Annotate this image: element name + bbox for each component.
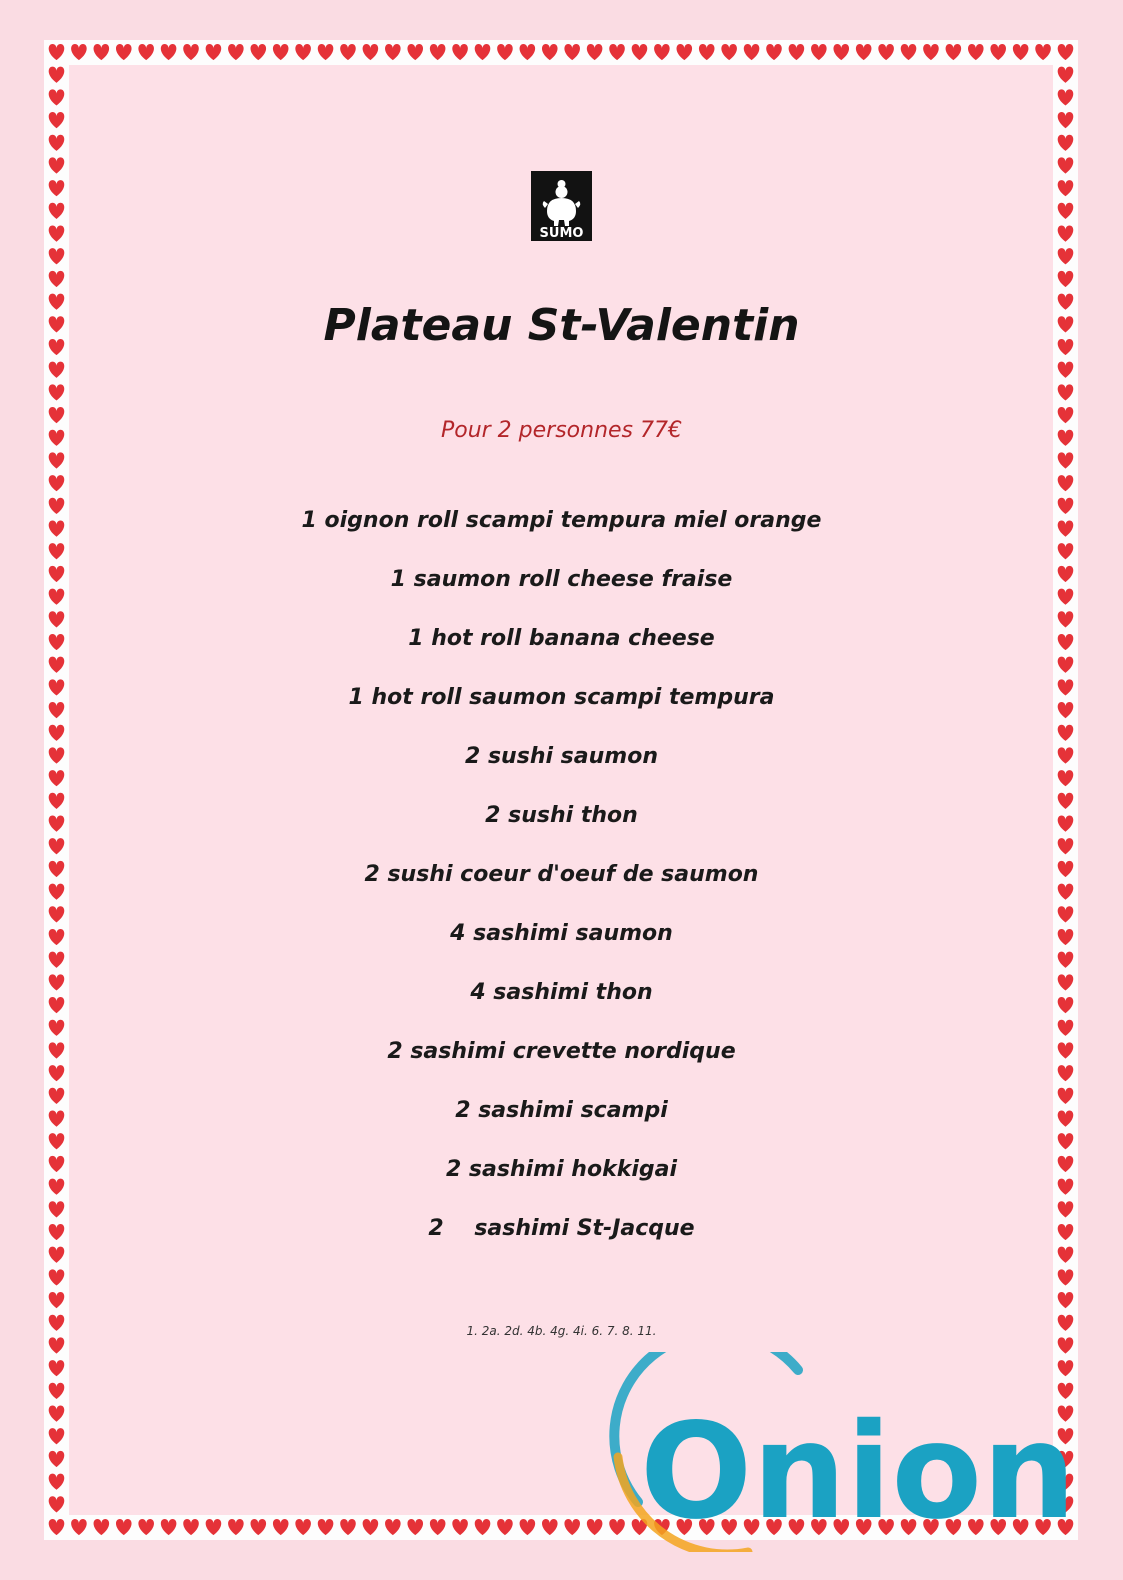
heart-icon: [161, 1519, 177, 1535]
heart-icon: [49, 248, 65, 264]
heart-icon: [49, 271, 65, 287]
heart-icon: [94, 44, 110, 60]
onion-watermark-logo: [598, 1352, 1118, 1552]
heart-icon: [587, 44, 603, 60]
heart-icon: [1058, 44, 1074, 60]
heart-icon: [138, 1519, 154, 1535]
heart-icon: [430, 1519, 446, 1535]
watermark-text: Onion: [640, 1395, 1077, 1549]
heart-icon: [520, 44, 536, 60]
heart-icon: [71, 44, 87, 60]
heart-icon: [49, 452, 65, 468]
heart-icon: [1058, 112, 1074, 128]
heart-icon: [49, 362, 65, 378]
menu-price-subtitle: Pour 2 personnes 77€: [440, 418, 683, 443]
heart-icon: [1035, 44, 1051, 60]
heart-icon: [49, 1428, 65, 1444]
heart-icon: [228, 1519, 244, 1535]
heart-icon: [295, 1519, 311, 1535]
heart-icon: [49, 475, 65, 491]
heart-icon: [789, 44, 805, 60]
heart-icon: [1058, 271, 1074, 287]
heart-icon: [49, 384, 65, 400]
menu-item: 2 sushi thon: [485, 803, 638, 828]
heart-icon: [340, 1519, 356, 1535]
heart-icon: [49, 1405, 65, 1421]
heart-icon: [744, 44, 760, 60]
heart-icon: [699, 44, 715, 60]
heart-icon: [564, 44, 580, 60]
heart-icon: [677, 44, 693, 60]
heart-icon: [318, 1519, 334, 1535]
heart-icon: [273, 1519, 289, 1535]
heart-icon: [49, 1451, 65, 1467]
heart-icon: [206, 44, 222, 60]
heart-icon: [542, 1519, 558, 1535]
heart-icon: [1058, 203, 1074, 219]
menu-item: 4 sashimi saumon: [450, 921, 673, 946]
heart-icon: [901, 44, 917, 60]
heart-icon: [407, 1519, 423, 1535]
heart-icon: [49, 135, 65, 151]
heart-icon: [49, 1474, 65, 1490]
heart-icon: [1058, 384, 1074, 400]
heart-icon: [856, 44, 872, 60]
heart-icon: [497, 1519, 513, 1535]
heart-icon: [520, 1519, 536, 1535]
heart-icon: [1058, 248, 1074, 264]
heart-icon: [49, 44, 65, 60]
heart-icon: [1013, 44, 1029, 60]
menu-title: Plateau St-Valentin: [323, 300, 800, 351]
menu-item: 2 sashimi scampi: [455, 1098, 668, 1123]
heart-icon: [1058, 157, 1074, 173]
heart-icon: [363, 1519, 379, 1535]
menu-item-list: [0, 508, 1123, 1275]
menu-item: 2 sashimi St-Jacque: [428, 1216, 695, 1241]
heart-icon: [721, 44, 737, 60]
heart-icon: [475, 1519, 491, 1535]
heart-icon: [430, 44, 446, 60]
heart-icon: [1058, 1292, 1074, 1308]
heart-icon: [295, 44, 311, 60]
menu-item: 1 oignon roll scampi tempura miel orange: [301, 508, 822, 533]
heart-icon: [49, 67, 65, 83]
heart-icon: [273, 44, 289, 60]
heart-icon: [251, 1519, 267, 1535]
heart-icon: [49, 1496, 65, 1512]
heart-icon: [497, 44, 513, 60]
heart-icon: [49, 1519, 65, 1535]
heart-icon: [1058, 89, 1074, 105]
sumo-wrestler-icon: [531, 171, 592, 241]
heart-icon: [811, 44, 827, 60]
heart-icon: [1058, 135, 1074, 151]
heart-icon: [318, 44, 334, 60]
heart-icon: [363, 44, 379, 60]
heart-icon: [385, 1519, 401, 1535]
heart-icon: [71, 1519, 87, 1535]
sumo-logo: [531, 171, 592, 241]
heart-icon: [94, 1519, 110, 1535]
menu-item: 1 hot roll saumon scampi tempura: [348, 685, 775, 710]
heart-icon: [49, 180, 65, 196]
heart-icon: [1058, 475, 1074, 491]
heart-icon: [49, 112, 65, 128]
heart-icon: [116, 1519, 132, 1535]
heart-icon: [228, 44, 244, 60]
heart-icon: [49, 1337, 65, 1353]
heart-icon: [116, 44, 132, 60]
heart-icon: [385, 44, 401, 60]
heart-icon: [564, 1519, 580, 1535]
heart-icon: [49, 1383, 65, 1399]
heart-icon: [946, 44, 962, 60]
heart-icon: [1058, 225, 1074, 241]
menu-item: 2 sashimi hokkigai: [445, 1157, 678, 1182]
menu-item: 4 sashimi thon: [470, 980, 653, 1005]
heart-icon: [49, 225, 65, 241]
heart-icon: [452, 1519, 468, 1535]
heart-icon: [251, 44, 267, 60]
heart-icon: [161, 44, 177, 60]
menu-item: 1 saumon roll cheese fraise: [390, 567, 733, 592]
heart-icon: [833, 44, 849, 60]
heart-icon: [49, 1360, 65, 1376]
heart-icon: [475, 44, 491, 60]
menu-item: 2 sashimi crevette nordique: [387, 1039, 736, 1064]
menu-item: 2 sushi coeur d'oeuf de saumon: [364, 862, 759, 887]
heart-icon: [49, 157, 65, 173]
heart-icon: [340, 44, 356, 60]
heart-icon: [609, 44, 625, 60]
heart-icon: [1058, 362, 1074, 378]
heart-icon: [1058, 67, 1074, 83]
heart-icon: [968, 44, 984, 60]
heart-icon: [183, 44, 199, 60]
heart-icon: [654, 44, 670, 60]
menu-item: 2 sushi saumon: [465, 744, 658, 769]
heart-icon: [878, 44, 894, 60]
heart-icon: [923, 44, 939, 60]
logo-text: SUMO: [539, 226, 584, 241]
heart-icon: [138, 44, 154, 60]
heart-icon: [990, 44, 1006, 60]
heart-icon: [542, 44, 558, 60]
heart-icon: [49, 203, 65, 219]
heart-icon: [632, 44, 648, 60]
heart-icon: [1058, 180, 1074, 196]
heart-icon: [407, 44, 423, 60]
heart-icon: [1058, 452, 1074, 468]
heart-icon: [49, 89, 65, 105]
menu-item: 1 hot roll banana cheese: [408, 626, 715, 651]
heart-icon: [766, 44, 782, 60]
heart-icon: [49, 1292, 65, 1308]
heart-icon: [452, 44, 468, 60]
allergen-codes: 1. 2a. 2d. 4b. 4g. 4i. 6. 7. 8. 11.: [466, 1324, 657, 1338]
heart-icon: [183, 1519, 199, 1535]
heart-icon: [206, 1519, 222, 1535]
